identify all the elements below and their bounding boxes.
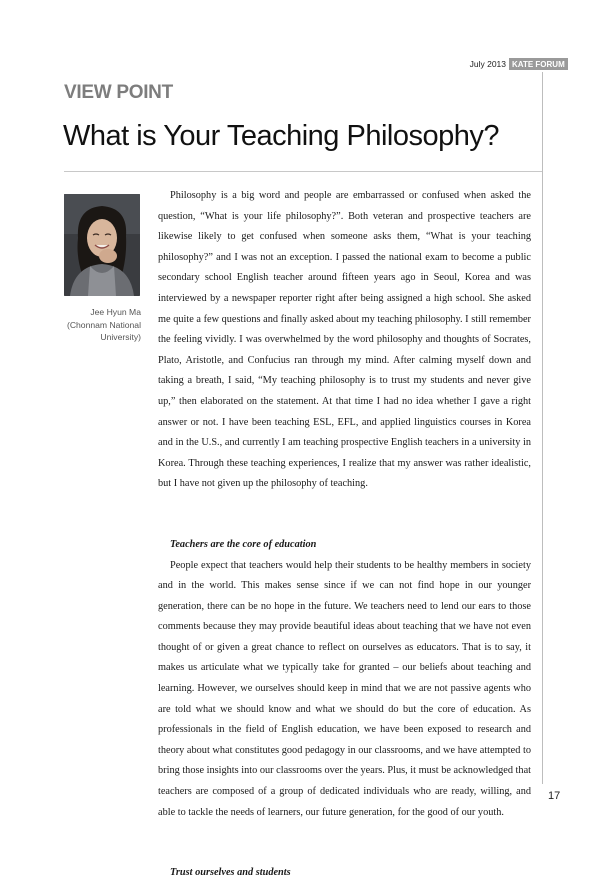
section-heading: Teachers are the core of education: [170, 538, 317, 550]
publication-badge: KATE FORUM: [509, 58, 568, 70]
intro-paragraph: Philosophy is a big word and people are embarrassed or confused when asked the question, “What is your life philosophy?”. Both veteran and prospective teachers are likewise likely to get confused when someone asks them, “What is your teaching philosophy?” and I was not an exception. I passed the national exam to become a public secondary school English teacher around fifteen years ago in Seoul, Korea and was interviewed by a newspaper reporter right after being assigned a high school. She asked me quite a few questions and finally asked about my teaching philosophy. I still remember the feeling vividly. I was overwhelmed by the word philosophy and thoughts of Socrates, Plato, Aristotle, and Confucius ran through my mind. After calming myself down and taking a breath, I said, “My teaching philosophy is to trust my students and never give up,” then elaborated on the statement. At that time I had no idea whether I gave a right answer or not. I have been teaching ESL, EFL, and applied linguistics courses in Korea and in the U.S., and currently I am teaching prospective English teachers in a university in Korea. Through these teaching experiences, I realize that my answer was rather idealistic, but I have not given up the philosophy of teaching.: [158, 190, 531, 490]
section-paragraph: People expect that teachers would help their students to be healthy members in society and in the world. This makes sense since if we can not find hope in our younger generation, there can be no hope in the future. We teachers need to lend our ears to those comments because they may provide beautiful ideas about teaching that we have not even thought of or given a great chance to reflect on ourselves as educators. That is to say, it makes us articulate what we typically take for granted – our beliefs about teaching and learning. However, we ourselves should keep in mind that we are not passive agents who are told what we should know and what we should do but the core of education. As professionals in the field of English education, we have been exposed to research and theory about what constitutes good pedagogy in our classrooms, and we have attempted to bring those insights into our classrooms over the years. Plus, it must be acknowledged that teachers are composed of a group of dedicated individuals who are ready, willing, and able to tackle the needs of learners, our future generation, for the good of our youth.: [158, 559, 531, 818]
author-affiliation: (Chonnam National University): [66, 319, 141, 342]
title-divider: [64, 171, 542, 172]
author-name: Jee Hyun Ma: [90, 307, 141, 317]
section-label: VIEW POINT: [64, 82, 173, 103]
author-portrait-image: [64, 194, 140, 296]
column-divider: [542, 72, 543, 784]
section-heading: Trust ourselves and students: [170, 867, 291, 879]
page-number: 17: [548, 790, 561, 802]
article-body: [158, 186, 531, 884]
author-caption: [64, 306, 141, 344]
issue-date: July 2013: [469, 59, 506, 69]
author-photo: [64, 194, 140, 296]
article-title: What is Your Teaching Philosophy?: [63, 120, 499, 152]
